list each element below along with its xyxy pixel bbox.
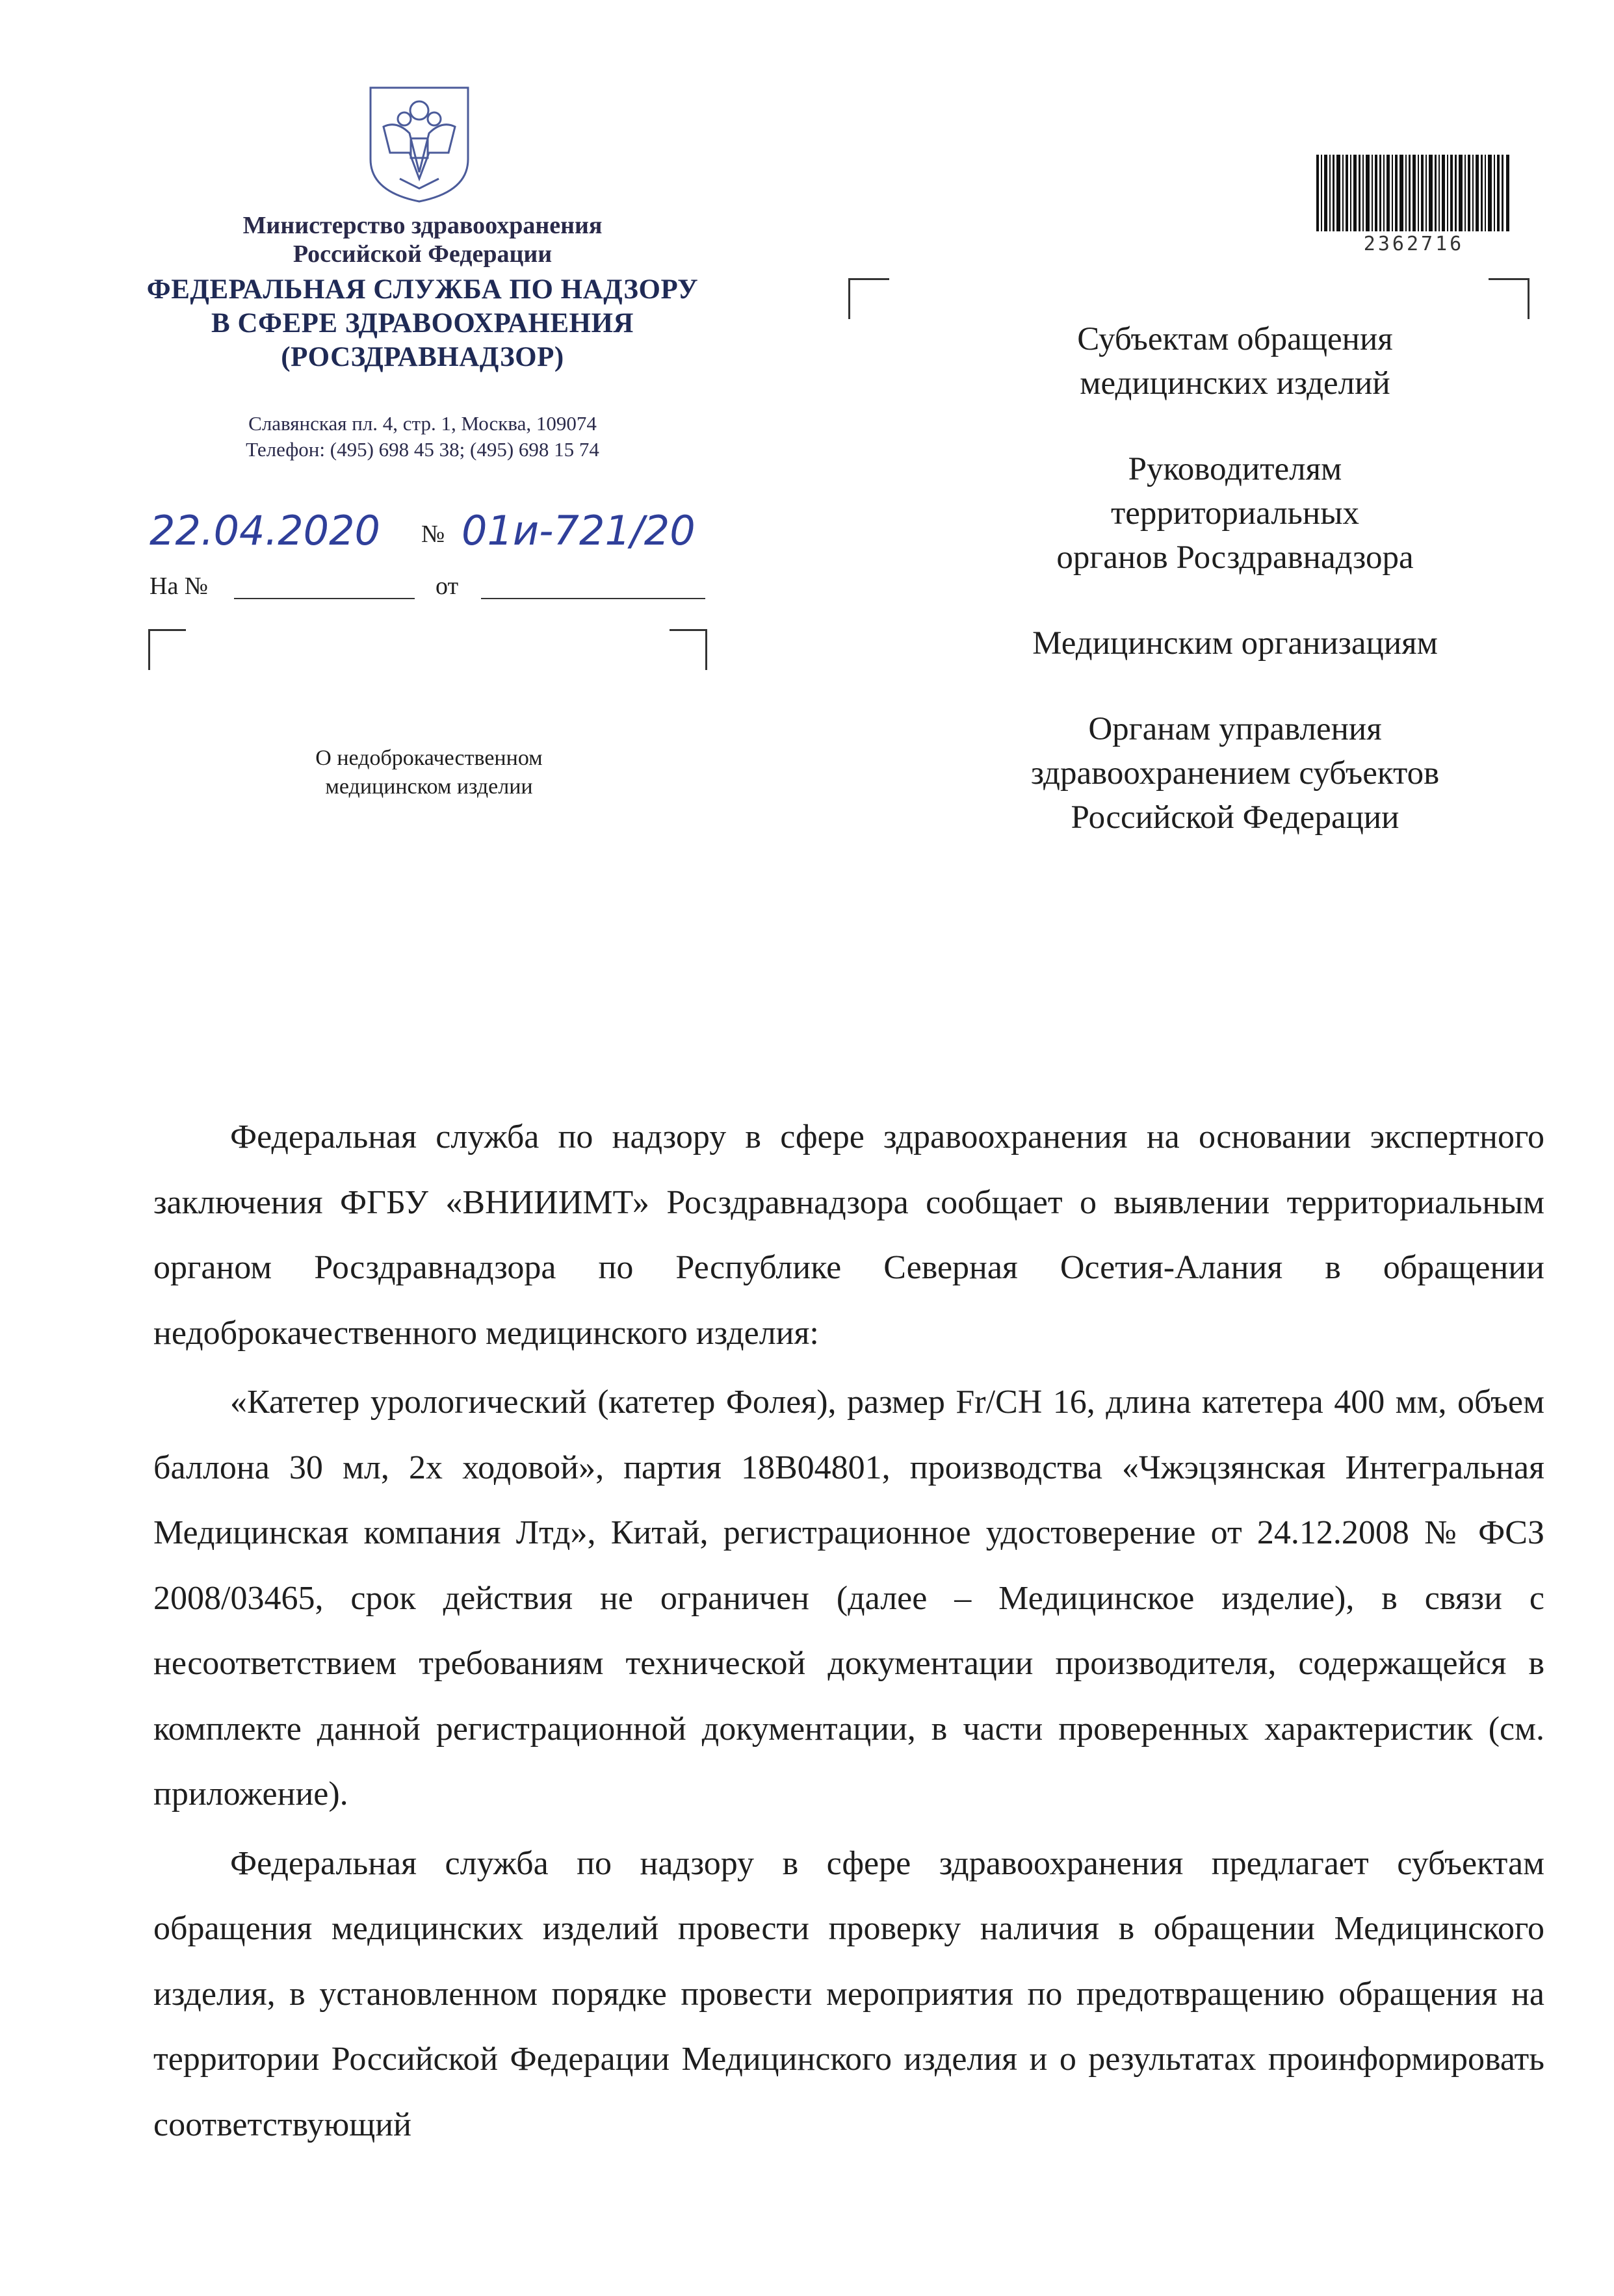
subject-line-2: медицинском изделии bbox=[325, 775, 533, 799]
addressee-bracket-left bbox=[848, 278, 889, 319]
from-label: от bbox=[436, 573, 459, 600]
letter-body bbox=[153, 1105, 1544, 2158]
contact-block bbox=[150, 411, 696, 463]
body-paragraph-3: Федеральная служба по надзору в сфере здравоохранения предлагает субъектам обращения медицинских изделий провести проверку наличия в обращении Медицинского изделия, в установленном порядке провести мероприятия по предотвращению обращения на территории Российской Федерации Медицинского изделия и о результатах проинформировать соответствующий bbox=[153, 1844, 1544, 2143]
registration-number: 01и-721/20 bbox=[462, 507, 696, 554]
body-paragraph-1: Федеральная служба по надзору в сфере здравоохранения на основании экспертного заключения ФГБУ «ВНИИИМТ» Росздравнадзора сообщает о выявлении территориальным органом Росздравнадзора по Республике Северная Осетия-Алания в обращении недоброкачественного медицинского изделия: bbox=[153, 1118, 1544, 1352]
reply-reference-line bbox=[150, 572, 709, 604]
ministry-line-1: Министерство здравоохранения bbox=[242, 212, 603, 239]
subject-bracket-left bbox=[148, 629, 186, 670]
addressee-bracket-right bbox=[1489, 278, 1529, 319]
emblem-icon bbox=[364, 81, 475, 205]
addressee-line: Органам управления bbox=[1088, 711, 1382, 747]
ministry-name bbox=[150, 211, 696, 268]
registration-date: 22.04.2020 bbox=[150, 507, 380, 554]
number-sign: № bbox=[421, 521, 445, 548]
addressee-list bbox=[943, 317, 1528, 881]
addressee-line: территориальных bbox=[1111, 495, 1359, 532]
addressee-item bbox=[943, 621, 1528, 665]
addressee-line: органов Росздравнадзора bbox=[1056, 539, 1414, 576]
subject-line bbox=[247, 744, 611, 801]
service-line-3: (РОСЗДРАВНАДЗОР) bbox=[281, 342, 564, 372]
addressee-line: здравоохранением субъектов bbox=[1030, 755, 1440, 792]
addressee-line: медицинских изделий bbox=[1080, 365, 1390, 402]
phone-line: Телефон: (495) 698 45 38; (495) 698 15 74 bbox=[246, 438, 599, 461]
addressee-item bbox=[943, 447, 1528, 580]
addressee-line: Медицинским организациям bbox=[1032, 625, 1438, 662]
service-line-2: В СФЕРЕ ЗДРАВООХРАНЕНИЯ bbox=[211, 308, 634, 339]
barcode bbox=[1316, 155, 1511, 231]
addressee-item bbox=[943, 317, 1528, 406]
registration-line bbox=[150, 507, 832, 559]
reply-date-blank bbox=[481, 598, 705, 599]
reply-to-label: На № bbox=[150, 573, 209, 600]
service-line-1: ФЕДЕРАЛЬНАЯ СЛУЖБА ПО НАДЗОРУ bbox=[146, 274, 699, 305]
subject-line-1: О недоброкачественном bbox=[315, 746, 543, 770]
address-line: Славянская пл. 4, стр. 1, Москва, 109074 bbox=[248, 412, 597, 435]
ministry-line-2: Российской Федерации bbox=[293, 240, 553, 268]
subject-bracket-right bbox=[670, 629, 707, 670]
body-paragraph-2: «Катетер урологический (катетер Фолея), размер Fr/CH 16, длина катетера 400 мм, объем баллона 30 мл, 2х ходовой», партия 18В04801, производства «Чжэцзянская Интегральная Медицинская компания Лтд», Китай, регистрационное удостоверение от 24.12.2008 № ФСЗ 2008/03465, срок действия не ограничен (далее – Медицинское изделие), в связи с несоответствием требованиям технической документации производителя, содержащейся в комплекте данной регистрационной документации, в части проверенных характеристик (см. приложение). bbox=[153, 1384, 1544, 1812]
addressee-line: Российской Федерации bbox=[1071, 799, 1399, 836]
addressee-line: Руководителям bbox=[1128, 451, 1342, 487]
addressee-line: Субъектам обращения bbox=[1077, 321, 1393, 357]
service-name bbox=[117, 273, 728, 374]
barcode-number: 2362716 bbox=[1363, 233, 1464, 255]
reply-number-blank bbox=[234, 598, 415, 599]
addressee-item bbox=[943, 707, 1528, 840]
